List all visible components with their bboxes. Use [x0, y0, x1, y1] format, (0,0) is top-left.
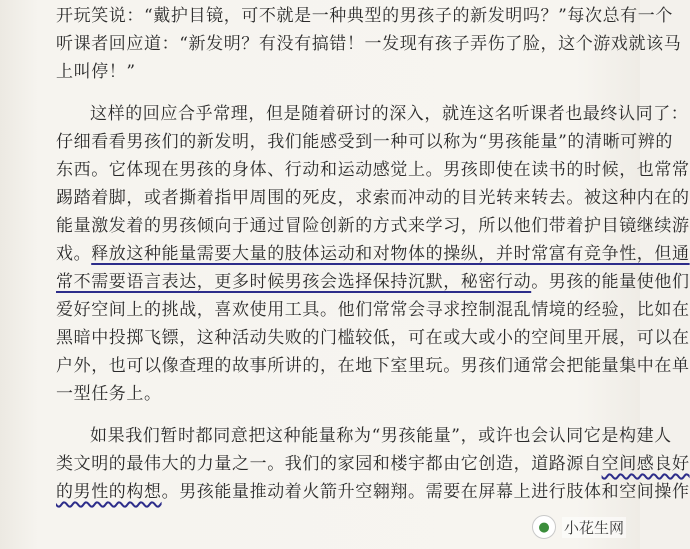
text-line-underlined — [56, 482, 690, 502]
handwritten-wavy-underline: 的男性的构想 — [56, 482, 162, 502]
text-line: 听课者回应道：“新发明？有没有搞错！一发现有孩子弄伤了脸，这个游戏就该马 — [56, 34, 682, 54]
text-line-underlined — [56, 454, 690, 474]
text-segment: 。男孩能量推动着火箭升空翱翔。需要在屏幕上进行肢体和空间操作 — [161, 482, 690, 502]
text-segment: 类文明的最伟大的力量之一。我们的家园和楼宇都由它创造，道路源自 — [56, 454, 602, 474]
text-line: 踢踏着脚，或者撕着指甲周围的死皮，求索而冲动的目光转来转去。被这种内在的 — [56, 188, 690, 208]
text-line: 上叫停！” — [56, 62, 136, 82]
text-line: 爱好空间上的挑战，喜欢使用工具。他们常常会寻求控制混乱情境的经验，比如在 — [56, 300, 690, 320]
text-line: 能量激发着的男孩倾向于通过冒险创新的方式来学习，所以他们带着护目镜继续游 — [56, 216, 690, 236]
handwritten-underline: 常不需要语言表达，更多时候男孩会选择保持沉默，秘密行动 — [56, 272, 532, 292]
handwritten-wavy-underline: 空间感良好 — [601, 454, 690, 474]
wechat-icon: ● — [532, 515, 556, 539]
paragraph-first-line: 这样的回应合乎常理，但是随着研讨的深入，就连这名听课者也最终认同了： — [90, 104, 689, 124]
text-line-underlined — [56, 244, 690, 264]
watermark — [532, 515, 626, 539]
text-line-underlined — [56, 272, 690, 292]
text-segment: 。男孩的能量使他们 — [531, 272, 690, 292]
text-line: 一型任务上。 — [56, 384, 162, 404]
text-line: 户外，也可以像查理的故事所讲的，在地下室里玩。男孩们通常会把能量集中在单 — [56, 356, 690, 376]
text-segment: 戏。 — [56, 244, 92, 264]
paragraph-first-line: 如果我们暂时都同意把这种能量称为“男孩能量”，或许也会认同它是构建人 — [90, 426, 672, 446]
text-line: 仔细看看男孩们的新发明，我们能感受到一种可以称为“男孩能量”的清晰可辨的 — [56, 132, 673, 152]
watermark-text: 小花生网 — [563, 518, 624, 537]
text-line: 黑暗中投掷飞镖，这种活动失败的门槛较低，可在或大或小的空间里开展，可以在 — [56, 328, 690, 348]
text-line: 东西。它体现在男孩的身体、行动和运动感觉上。男孩即使在读书的时候，也常常 — [56, 160, 690, 180]
handwritten-underline: 释放这种能量需要大量的肢体运动和对物体的操纵，并时常富有竞争性，但通 — [91, 244, 690, 264]
text-line: 开玩笑说：“戴护目镜，可不就是一种典型的男孩子的新发明吗？”每次总有一个 — [56, 6, 673, 26]
